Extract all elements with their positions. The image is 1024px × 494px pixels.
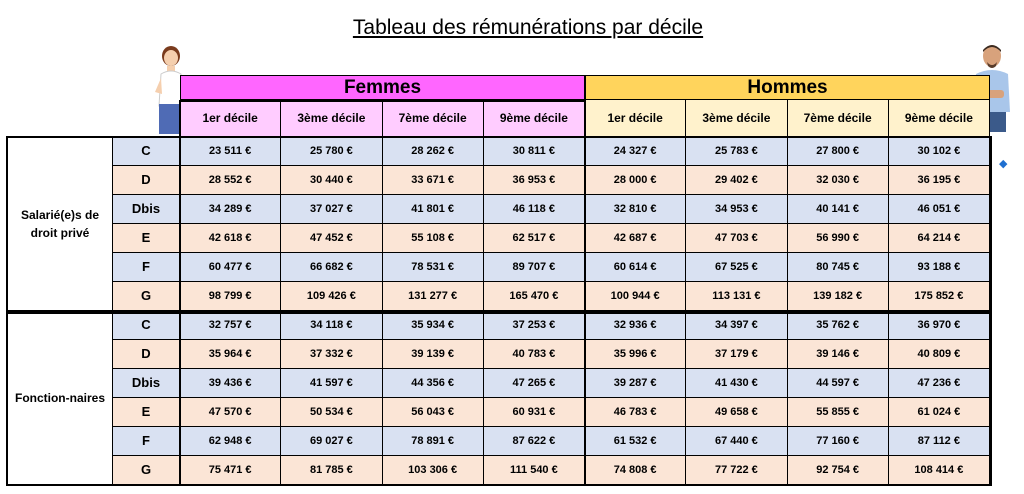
table-cell: 39 146 € <box>788 340 889 369</box>
table-cell: 37 027 € <box>281 195 382 224</box>
table-cell: 47 236 € <box>889 369 990 398</box>
table-cell: 47 570 € <box>180 398 281 427</box>
table-cell: 36 195 € <box>889 166 990 195</box>
table-cell: 64 214 € <box>889 224 990 253</box>
table-cell: 92 754 € <box>788 456 889 485</box>
table-cell: 30 811 € <box>484 137 585 166</box>
table-cell: 103 306 € <box>383 456 484 485</box>
table-cell: 35 762 € <box>788 311 889 340</box>
table-cell: 60 614 € <box>585 253 686 282</box>
table-cell: 36 953 € <box>484 166 585 195</box>
table-cell: 33 671 € <box>383 166 484 195</box>
table-cell: 41 597 € <box>281 369 382 398</box>
table-cell: 50 534 € <box>281 398 382 427</box>
table-cell: 109 426 € <box>281 282 382 311</box>
table-cell: 40 809 € <box>889 340 990 369</box>
table-cell: 32 810 € <box>585 195 686 224</box>
table-cell: 27 800 € <box>788 137 889 166</box>
femmes-decile-header: 7ème décile <box>383 100 484 137</box>
table-cell: 32 936 € <box>585 311 686 340</box>
table-cell: 80 745 € <box>788 253 889 282</box>
femmes-decile-header: 9ème décile <box>484 100 585 137</box>
table-cell: 29 402 € <box>686 166 787 195</box>
table-cell: 37 332 € <box>281 340 382 369</box>
table-cell: 78 531 € <box>383 253 484 282</box>
femmes-header: Femmes <box>180 75 585 100</box>
table-cell: 34 289 € <box>180 195 281 224</box>
category-cell: C <box>113 311 180 340</box>
table-cell: 62 948 € <box>180 427 281 456</box>
group-label <box>7 311 113 485</box>
category-cell: F <box>113 427 180 456</box>
table-cell: 47 265 € <box>484 369 585 398</box>
category-cell: Dbis <box>113 369 180 398</box>
table-cell: 78 891 € <box>383 427 484 456</box>
table-cell: 39 139 € <box>383 340 484 369</box>
table-cell: 81 785 € <box>281 456 382 485</box>
table-cell: 89 707 € <box>484 253 585 282</box>
table-cell: 34 118 € <box>281 311 382 340</box>
table-cell: 56 043 € <box>383 398 484 427</box>
table-cell: 61 532 € <box>585 427 686 456</box>
table-cell: 35 964 € <box>180 340 281 369</box>
group-label-text: Salarié(e)s de droit privé <box>20 208 100 240</box>
table-cell: 66 682 € <box>281 253 382 282</box>
category-cell: C <box>113 137 180 166</box>
table-cell: 30 102 € <box>889 137 990 166</box>
table-cell: 28 552 € <box>180 166 281 195</box>
table-cell: 100 944 € <box>585 282 686 311</box>
table-cell: 39 287 € <box>585 369 686 398</box>
table-cell: 24 327 € <box>585 137 686 166</box>
table-cell: 35 996 € <box>585 340 686 369</box>
table-cell: 60 931 € <box>484 398 585 427</box>
category-cell: E <box>113 398 180 427</box>
table-cell: 46 118 € <box>484 195 585 224</box>
table-cell: 131 277 € <box>383 282 484 311</box>
table-cell: 47 452 € <box>281 224 382 253</box>
table-cell: 30 440 € <box>281 166 382 195</box>
table-cell: 108 414 € <box>889 456 990 485</box>
table-cell: 42 618 € <box>180 224 281 253</box>
table-cell: 69 027 € <box>281 427 382 456</box>
group-label <box>7 137 113 311</box>
table-cell: 93 188 € <box>889 253 990 282</box>
table-cell: 67 440 € <box>686 427 787 456</box>
table-cell: 35 934 € <box>383 311 484 340</box>
table-cell: 175 852 € <box>889 282 990 311</box>
table-cell: 113 131 € <box>686 282 787 311</box>
category-cell: D <box>113 166 180 195</box>
category-cell: G <box>113 282 180 311</box>
table-cell: 46 783 € <box>585 398 686 427</box>
table-cell: 46 051 € <box>889 195 990 224</box>
table-cell: 32 030 € <box>788 166 889 195</box>
table-cell: 34 953 € <box>686 195 787 224</box>
table-cell: 55 855 € <box>788 398 889 427</box>
table-cell: 62 517 € <box>484 224 585 253</box>
table-cell: 40 783 € <box>484 340 585 369</box>
table-cell: 28 000 € <box>585 166 686 195</box>
table-cell: 39 436 € <box>180 369 281 398</box>
table-cell: 165 470 € <box>484 282 585 311</box>
table-cell: 60 477 € <box>180 253 281 282</box>
table-cell: 87 622 € <box>484 427 585 456</box>
table-cell: 44 597 € <box>788 369 889 398</box>
table-cell: 25 780 € <box>281 137 382 166</box>
hommes-decile-header: 7ème décile <box>788 100 889 137</box>
table-cell: 47 703 € <box>686 224 787 253</box>
femmes-decile-header: 3ème décile <box>281 100 382 137</box>
table-cell: 74 808 € <box>585 456 686 485</box>
table-cell: 25 783 € <box>686 137 787 166</box>
table-cell: 41 801 € <box>383 195 484 224</box>
page-title: Tableau des rémunérations par décile <box>352 16 704 39</box>
table-cell: 75 471 € <box>180 456 281 485</box>
category-cell: G <box>113 456 180 485</box>
table-cell: 49 658 € <box>686 398 787 427</box>
hommes-decile-header: 3ème décile <box>686 100 787 137</box>
hommes-decile-header: 1er décile <box>585 100 686 137</box>
hommes-decile-header: 9ème décile <box>889 100 990 137</box>
table-cell: 41 430 € <box>686 369 787 398</box>
table-cell: 42 687 € <box>585 224 686 253</box>
category-cell: F <box>113 253 180 282</box>
category-cell: E <box>113 224 180 253</box>
diamond-bullet-icon: ◆ <box>999 158 1008 170</box>
table-cell: 87 112 € <box>889 427 990 456</box>
table-cell: 67 525 € <box>686 253 787 282</box>
table-cell: 55 108 € <box>383 224 484 253</box>
table-cell: 77 160 € <box>788 427 889 456</box>
table-cell: 98 799 € <box>180 282 281 311</box>
table-cell: 37 253 € <box>484 311 585 340</box>
category-cell: Dbis <box>113 195 180 224</box>
table-cell: 28 262 € <box>383 137 484 166</box>
table-cell: 111 540 € <box>484 456 585 485</box>
table-cell: 56 990 € <box>788 224 889 253</box>
hommes-header: Hommes <box>585 75 990 100</box>
table-cell: 139 182 € <box>788 282 889 311</box>
table-cell: 61 024 € <box>889 398 990 427</box>
femmes-decile-header: 1er décile <box>180 100 281 137</box>
table-cell: 77 722 € <box>686 456 787 485</box>
table-cell: 37 179 € <box>686 340 787 369</box>
table-cell: 32 757 € <box>180 311 281 340</box>
table-cell: 34 397 € <box>686 311 787 340</box>
table-cell: 36 970 € <box>889 311 990 340</box>
group-label-text: Fonction-naires <box>14 391 105 405</box>
table-cell: 23 511 € <box>180 137 281 166</box>
category-cell: D <box>113 340 180 369</box>
table-cell: 44 356 € <box>383 369 484 398</box>
table-cell: 40 141 € <box>788 195 889 224</box>
